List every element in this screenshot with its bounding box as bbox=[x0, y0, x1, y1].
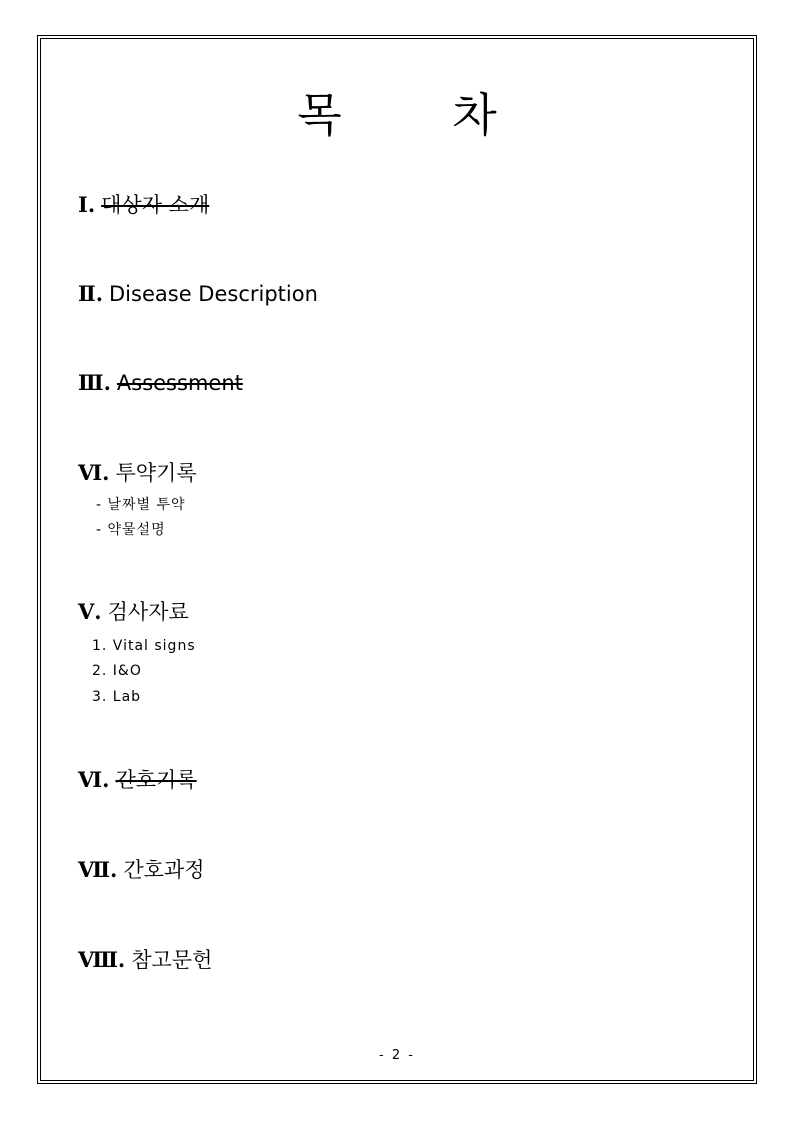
section-2-text: Disease Description bbox=[109, 282, 318, 306]
section-5-text: 검사자료 bbox=[107, 600, 189, 624]
page-number: - 2 - bbox=[379, 1048, 415, 1063]
lab-item-1: 1. Vital signs bbox=[92, 638, 196, 654]
lab-item-3: 3. Lab bbox=[92, 689, 142, 705]
section-8-text: 참고문헌 bbox=[131, 948, 213, 972]
section-6-text: 간호기록 bbox=[115, 768, 197, 792]
section-8-number: Ⅷ. bbox=[78, 947, 126, 972]
section-6-number: Ⅵ. bbox=[78, 767, 110, 792]
medication-item-1: - 날짜별 투약 bbox=[96, 497, 186, 513]
section-7-number: Ⅶ. bbox=[78, 857, 118, 882]
section-1 bbox=[78, 191, 209, 219]
section-5 bbox=[78, 598, 189, 626]
section-3-text: Assessment bbox=[116, 371, 243, 395]
section-1-number: Ⅰ. bbox=[78, 192, 96, 217]
section-7 bbox=[78, 856, 205, 884]
section-2-number: Ⅱ. bbox=[78, 281, 104, 306]
section-2 bbox=[78, 280, 318, 308]
section-6 bbox=[78, 766, 197, 794]
section-4-text: 투약기록 bbox=[115, 461, 197, 485]
document-title: 목 차 bbox=[297, 88, 545, 142]
section-7-text: 간호과정 bbox=[123, 858, 205, 882]
section-4 bbox=[78, 459, 197, 487]
section-8 bbox=[78, 946, 212, 974]
medication-item-2: - 약물설명 bbox=[96, 522, 166, 538]
section-4-number: Ⅵ. bbox=[78, 460, 110, 485]
section-3-number: Ⅲ. bbox=[78, 370, 111, 395]
lab-item-2: 2. I&O bbox=[92, 663, 142, 679]
section-5-number: Ⅴ. bbox=[78, 599, 102, 624]
section-3 bbox=[78, 369, 243, 397]
section-1-text: 대상자 소개 bbox=[101, 193, 210, 217]
